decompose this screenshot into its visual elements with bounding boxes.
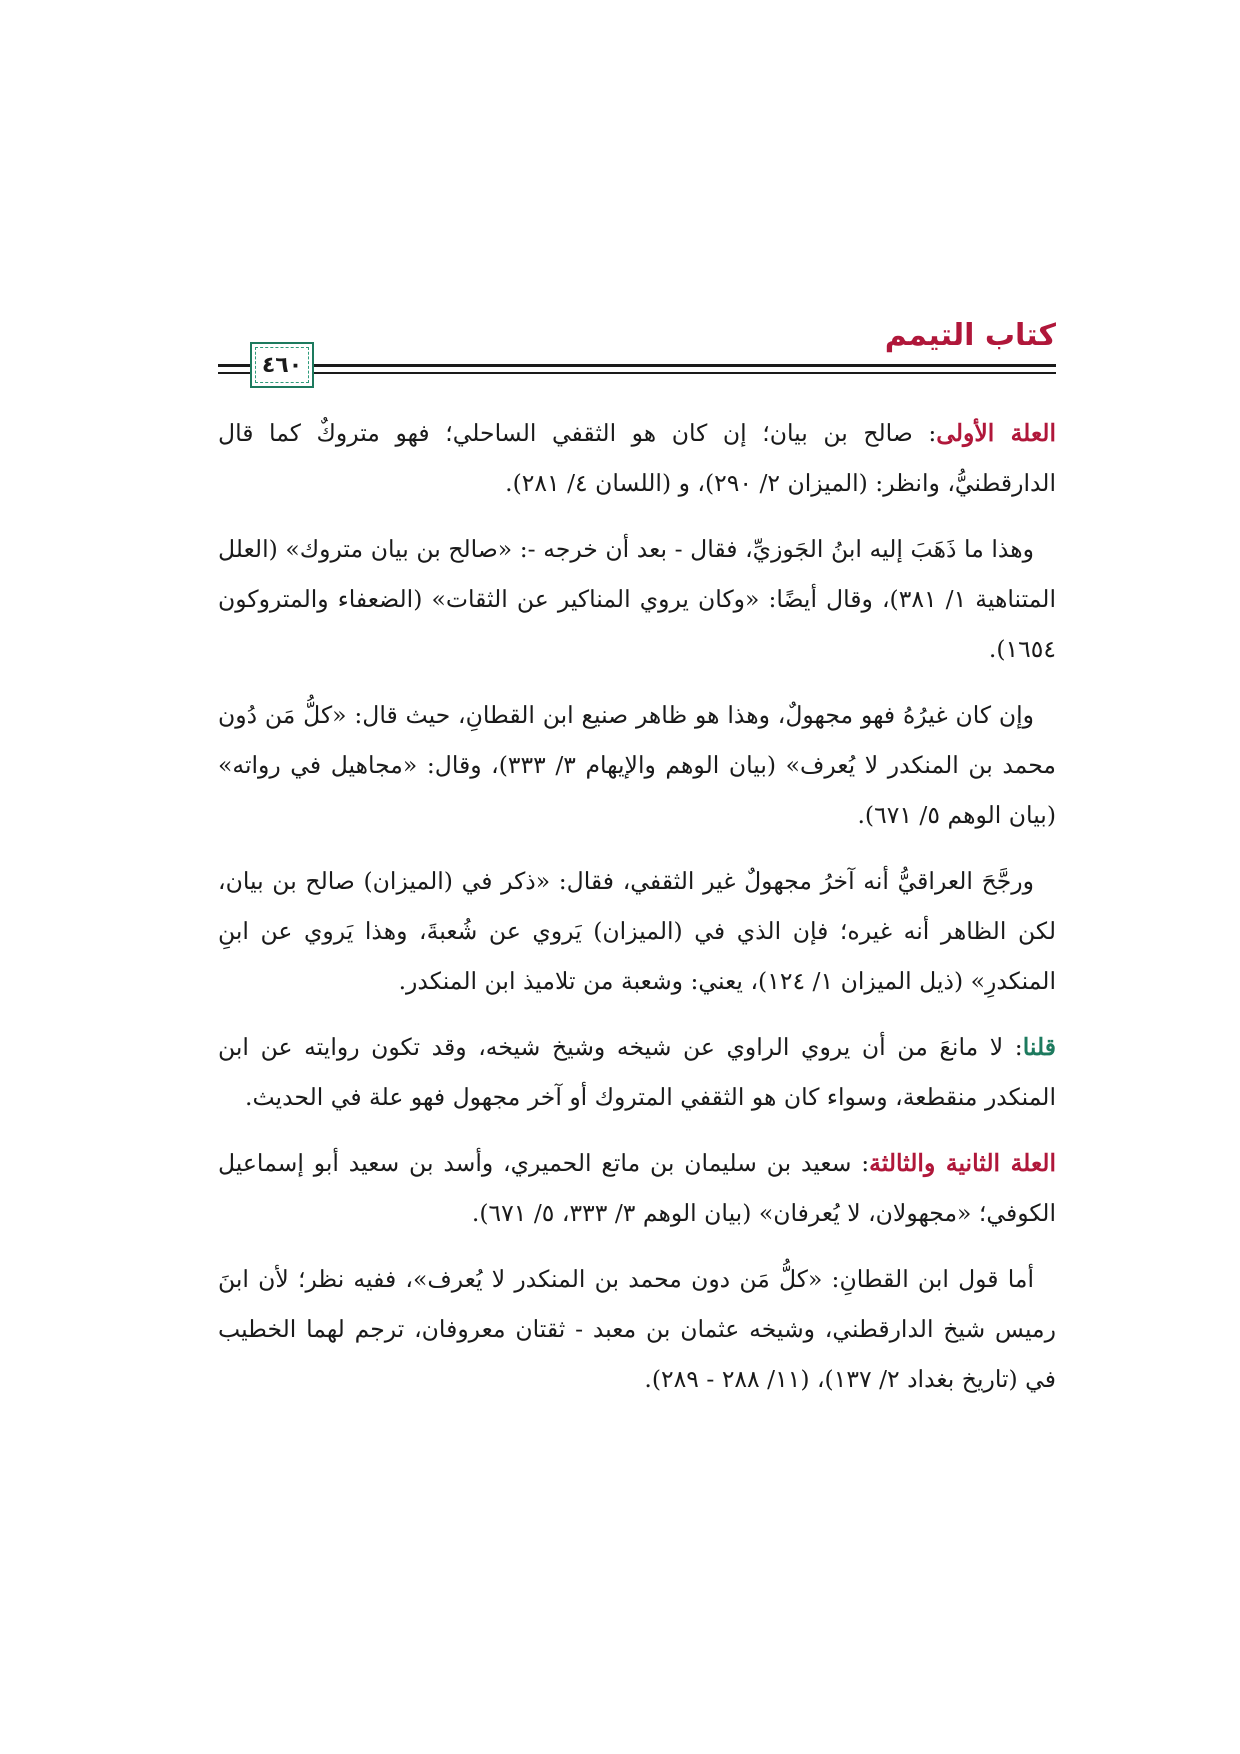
- paragraph-lead: العلة الأولى: [936, 419, 1056, 447]
- paragraph-text: وهذا ما ذَهَبَ إليه ابنُ الجَوزيِّ، فقال - بعد أن خرجه -: «صالح بن بيان متروك» (العلل المتناهية ١/ ٣٨١)، وقال أيضًا: «وكان يروي المناكير عن الثقات» (الضعفاء والمتروكون ١٦٥٤).: [218, 535, 1056, 663]
- paragraph: [218, 1254, 1056, 1404]
- page-header: [218, 318, 1056, 388]
- paragraph-text: : سعيد بن سليمان بن ماتع الحميري، وأسد بن سعيد أبو إسماعيل الكوفي؛ «مجهولان، لا يُعرفان» (بيان الوهم ٣/ ٣٣٣، ٥/ ٦٧١).: [218, 1149, 1056, 1227]
- paragraph: [218, 856, 1056, 1006]
- paragraph: [218, 1022, 1056, 1122]
- paragraph-text: أما قول ابن القطانِ: «كلُّ مَن دون محمد بن المنكدر لا يُعرف»، ففيه نظر؛ لأن ابنَ رميس شيخ الدارقطني، وشيخه عثمان بن معبد - ثقتان معروفان، ترجم لهما الخطيب في (تاريخ بغداد ٢/ ١٣٧)، (١١/ ٢٨٨ - ٢٨٩).: [218, 1265, 1056, 1393]
- paragraph-lead: قلنا: [1022, 1033, 1056, 1061]
- paragraph: [218, 690, 1056, 840]
- page-body: [218, 408, 1056, 1420]
- paragraph-lead: العلة الثانية والثالثة: [869, 1149, 1056, 1177]
- paragraph: [218, 524, 1056, 674]
- paragraph-text: : لا مانعَ من أن يروي الراوي عن شيخه وشيخ شيخه، وقد تكون روايته عن ابن المنكدر منقطعة، وسواء كان هو الثقفي المتروك أو آخر مجهول فهو علة في الحديث.: [218, 1033, 1056, 1111]
- paragraph-text: وإن كان غيرُهُ فهو مجهولٌ، وهذا هو ظاهر صنيع ابن القطانِ، حيث قال: «كلُّ مَن دُون محمد بن المنكدر لا يُعرف» (بيان الوهم والإيهام ٣/ ٣٣٣)، وقال: «مجاهيل في رواته» (بيان الوهم ٥/ ٦٧١).: [218, 701, 1057, 829]
- paragraph-text: : صالح بن بيان؛ إن كان هو الثقفي الساحلي؛ فهو متروكٌ كما قال الدارقطنيُّ، وانظر: (الميزان ٢/ ٢٩٠)، و (اللسان ٤/ ٢٨١).: [218, 419, 1056, 497]
- header-rule-top: [218, 364, 1056, 367]
- paragraph: [218, 408, 1056, 508]
- page-number-box: [250, 342, 314, 388]
- book-title: كتاب التيمم: [884, 318, 1056, 353]
- header-rule-bottom: [218, 372, 1056, 374]
- paragraph-text: ورجَّحَ العراقيُّ أنه آخرُ مجهولٌ غير الثقفي، فقال: «ذكر في (الميزان) صالح بن بيان، لكن الظاهر أنه غيره؛ فإن الذي في (الميزان) يَروي عن شُعبةَ، وهذا يَروي عن ابنِ المنكدرِ» (ذيل الميزان ١/ ١٢٤)، يعني: وشعبة من تلاميذ ابن المنكدر.: [218, 867, 1056, 995]
- page-number: ٤٦٠: [261, 352, 303, 378]
- paragraph: [218, 1138, 1056, 1238]
